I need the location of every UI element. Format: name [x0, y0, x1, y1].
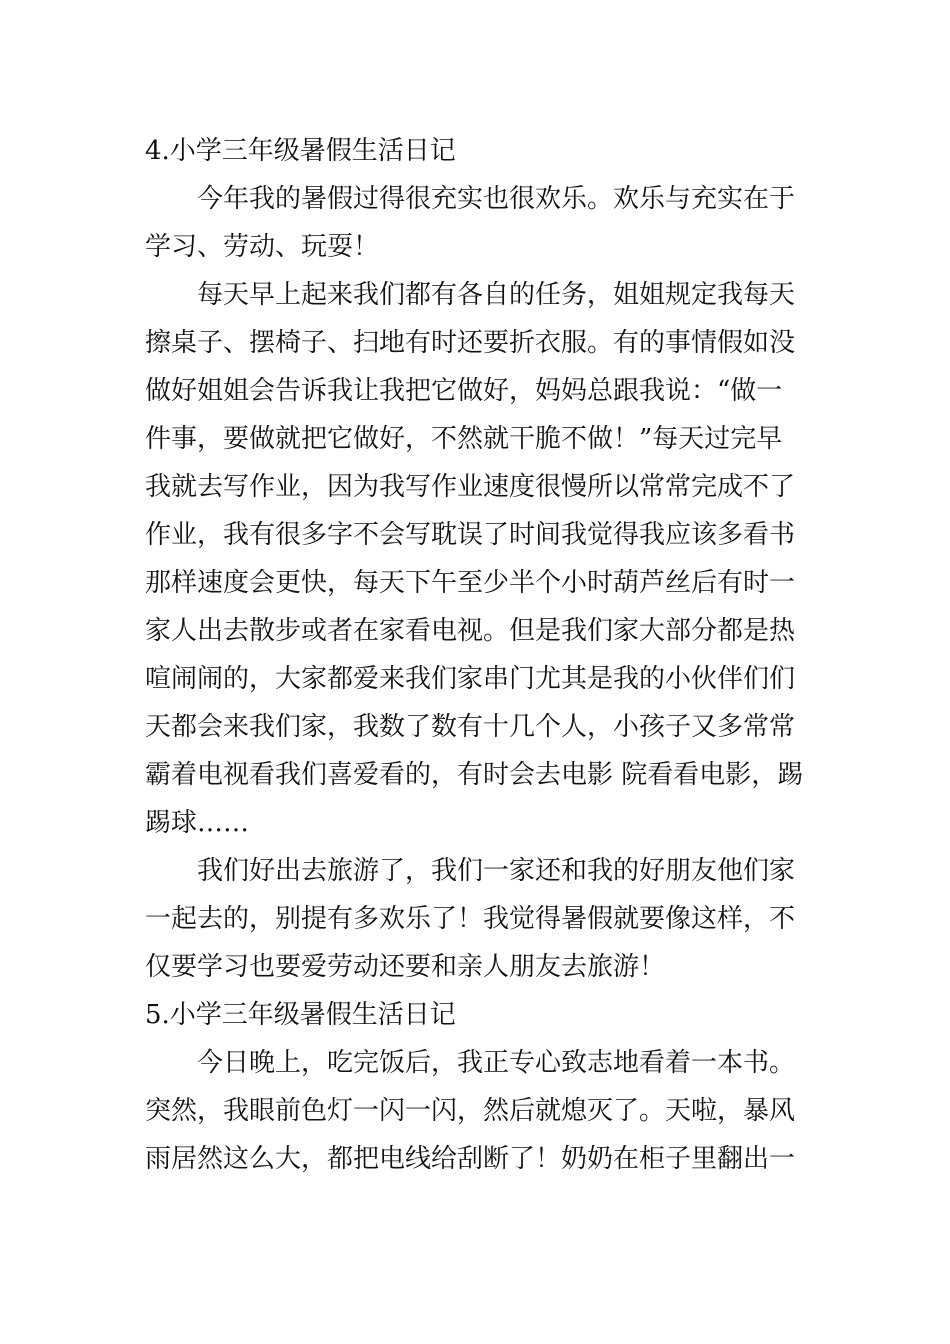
paragraph-line: 霸着电视看我们喜爱看的，有时会去电影 院看看电影，踢 [145, 760, 804, 790]
paragraph-line: 擦桌子、摆椅子、扫地有时还要折衣服。有的事情假如没 [145, 328, 796, 358]
paragraph-line: 天都会来我们家，我数了数有十几个人，小孩子又多常常 [145, 712, 796, 742]
paragraph-line: 那样速度会更快，每天下午至少半个小时葫芦丝后有时一 [145, 568, 796, 598]
paragraph-line: 雨居然这么大，都把电线给刮断了！奶奶在柜子里翻出一 [145, 1144, 796, 1174]
paragraph-line: 我就去写作业，因为我写作业速度很慢所以常常完成不了 [145, 472, 796, 502]
paragraph-line: 件事，要做就把它做好，不然就干脆不做！”每天过完早 [145, 424, 783, 454]
paragraph-line: 做好姐姐会告诉我让我把它做好，妈妈总跟我说：“做一 [145, 376, 783, 406]
paragraph-line: 今年我的暑假过得很充实也很欢乐。欢乐与充实在于 [197, 184, 796, 214]
paragraph-line: 家人出去散步或者在家看电视。但是我们家大部分都是热 [145, 616, 796, 646]
paragraph-line: 学习、劳动、玩耍！ [145, 232, 380, 262]
paragraph-line: 今日晚上，吃完饭后，我正专心致志地看着一本书。 [197, 1048, 796, 1078]
document-body [145, 127, 825, 1183]
paragraph-line: 仅要学习也要爱劳动还要和亲人朋友去旅游！ [145, 952, 666, 982]
paragraph-line: 我们好出去旅游了，我们一家还和我的好朋友他们家 [197, 856, 796, 886]
section-heading: 4.小学三年级暑假生活日记 [145, 136, 456, 166]
paragraph-line: 突然，我眼前色灯一闪一闪，然后就熄灭了。天啦，暴风 [145, 1096, 796, 1126]
paragraph-line: 踢球…… [145, 808, 250, 838]
paragraph-line: 喧闹闹的，大家都爱来我们家串门尤其是我的小伙伴们们 [145, 664, 796, 694]
paragraph-line: 一起去的，别提有多欢乐了！我觉得暑假就要像这样，不 [145, 904, 796, 934]
section-heading: 5.小学三年级暑假生活日记 [145, 1000, 456, 1030]
paragraph-line: 作业，我有很多字不会写耽误了时间我觉得我应该多看书 [145, 520, 796, 550]
paragraph-line: 每天早上起来我们都有各自的任务，姐姐规定我每天 [197, 280, 796, 310]
